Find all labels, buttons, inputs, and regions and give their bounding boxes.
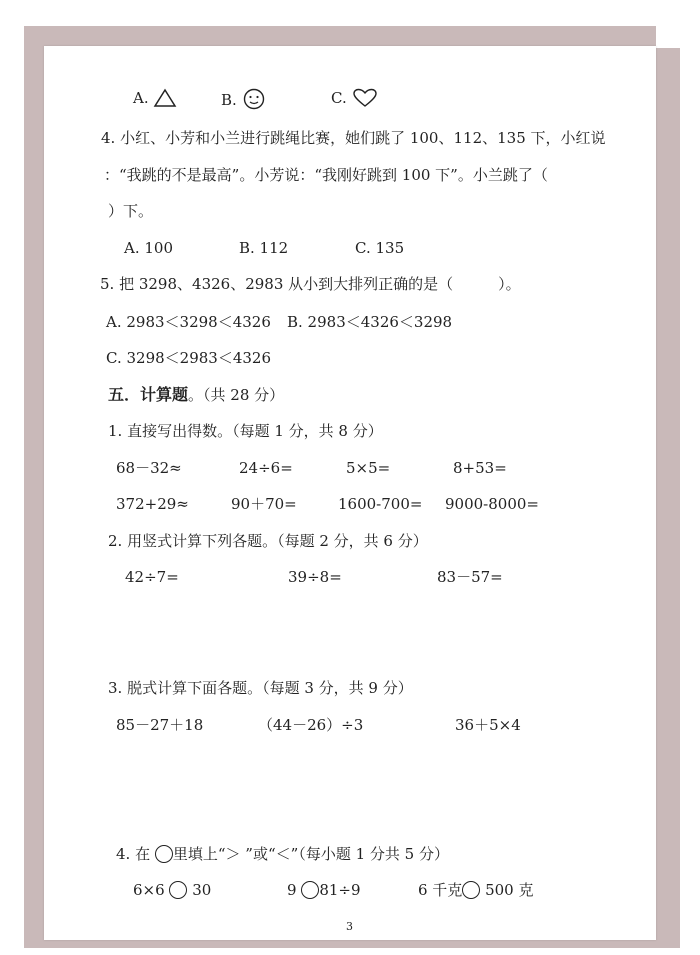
option-b (221, 88, 266, 110)
part1-item: 1600-700= (338, 495, 423, 513)
compare-right: 81÷9 (319, 881, 361, 899)
part4-title-start: 4. 在 (116, 845, 151, 863)
q4-option-a: A. 100 (124, 239, 173, 257)
part1-item: 5×5= (346, 459, 391, 477)
q4-text-line2: ：“我跳的不是最高”。小芳说：“我刚好跳到 100 下”。小兰跳了（ (104, 166, 548, 184)
compare-left: 9 (287, 881, 297, 899)
part3-item: 85－27＋18 (116, 716, 204, 734)
option-a-label: A. (133, 89, 149, 107)
part1-item: 372+29≈ (116, 495, 189, 513)
section-score: 。（共 28 分） (188, 386, 285, 404)
part4-title (116, 844, 449, 864)
q5-option-c: C. 3298＜2983＜4326 (106, 349, 272, 367)
option-a (133, 88, 177, 108)
part4-item (418, 880, 534, 900)
compare-right: 500 克 (485, 881, 534, 899)
part1-item: 24÷6= (239, 459, 293, 477)
option-c (331, 88, 378, 108)
part3-item: 36＋5×4 (455, 716, 521, 734)
smiley-face-icon (242, 88, 266, 110)
q4-option-b: B. 112 (239, 239, 289, 257)
part1-item: 68－32≈ (116, 459, 182, 477)
q5-text: 5. 把 3298、4326、2983 从小到大排列正确的是（ ）。 (100, 275, 521, 293)
part1-item: 90＋70= (231, 495, 297, 513)
circle-blank-icon (155, 845, 173, 863)
option-b-label: B. (221, 91, 237, 109)
part4-item (287, 880, 361, 900)
part2-item: 42÷7= (125, 568, 179, 586)
q4-text-line3: ）下。 (108, 202, 154, 220)
compare-left: 6 千克 (418, 881, 463, 899)
comparison-circle-blank[interactable] (462, 881, 480, 899)
part4-item (133, 880, 211, 900)
part1-item: 9000-8000= (445, 495, 539, 513)
q4-text-line1: 4. 小红、小芳和小兰进行跳绳比赛，她们跳了 100、112、135 下，小红说 (101, 129, 606, 147)
part1-item: 8+53= (453, 459, 507, 477)
comparison-circle-blank[interactable] (169, 881, 187, 899)
part3-item: （44－26）÷3 (258, 716, 364, 734)
part4-title-end: 里填上“＞ ”或“＜”（每小题 1 分共 5 分） (172, 845, 449, 863)
page-frame-left (24, 26, 44, 948)
part2-title: 2. 用竖式计算下列各题。（每题 2 分，共 6 分） (108, 532, 428, 550)
section-heading (108, 385, 284, 405)
heart-icon (352, 88, 378, 108)
section-title: 五．计算题 (108, 385, 189, 404)
q4-option-c: C. 135 (355, 239, 405, 257)
part2-item: 39÷8= (288, 568, 342, 586)
compare-right: 30 (192, 881, 212, 899)
triangle-icon (153, 88, 177, 108)
q5-option-a: A. 2983＜3298＜4326 (106, 313, 271, 331)
part1-title: 1. 直接写出得数。（每题 1 分，共 8 分） (108, 422, 383, 440)
part3-title: 3. 脱式计算下面各题。（每题 3 分，共 9 分） (108, 679, 413, 697)
q5-option-b: B. 2983＜4326＜3298 (287, 313, 453, 331)
part2-item: 83－57= (437, 568, 503, 586)
page-number: 3 (346, 920, 353, 933)
page-frame-right (656, 48, 680, 948)
comparison-circle-blank[interactable] (301, 881, 319, 899)
compare-left: 6×6 (133, 881, 165, 899)
option-c-label: C. (331, 89, 347, 107)
